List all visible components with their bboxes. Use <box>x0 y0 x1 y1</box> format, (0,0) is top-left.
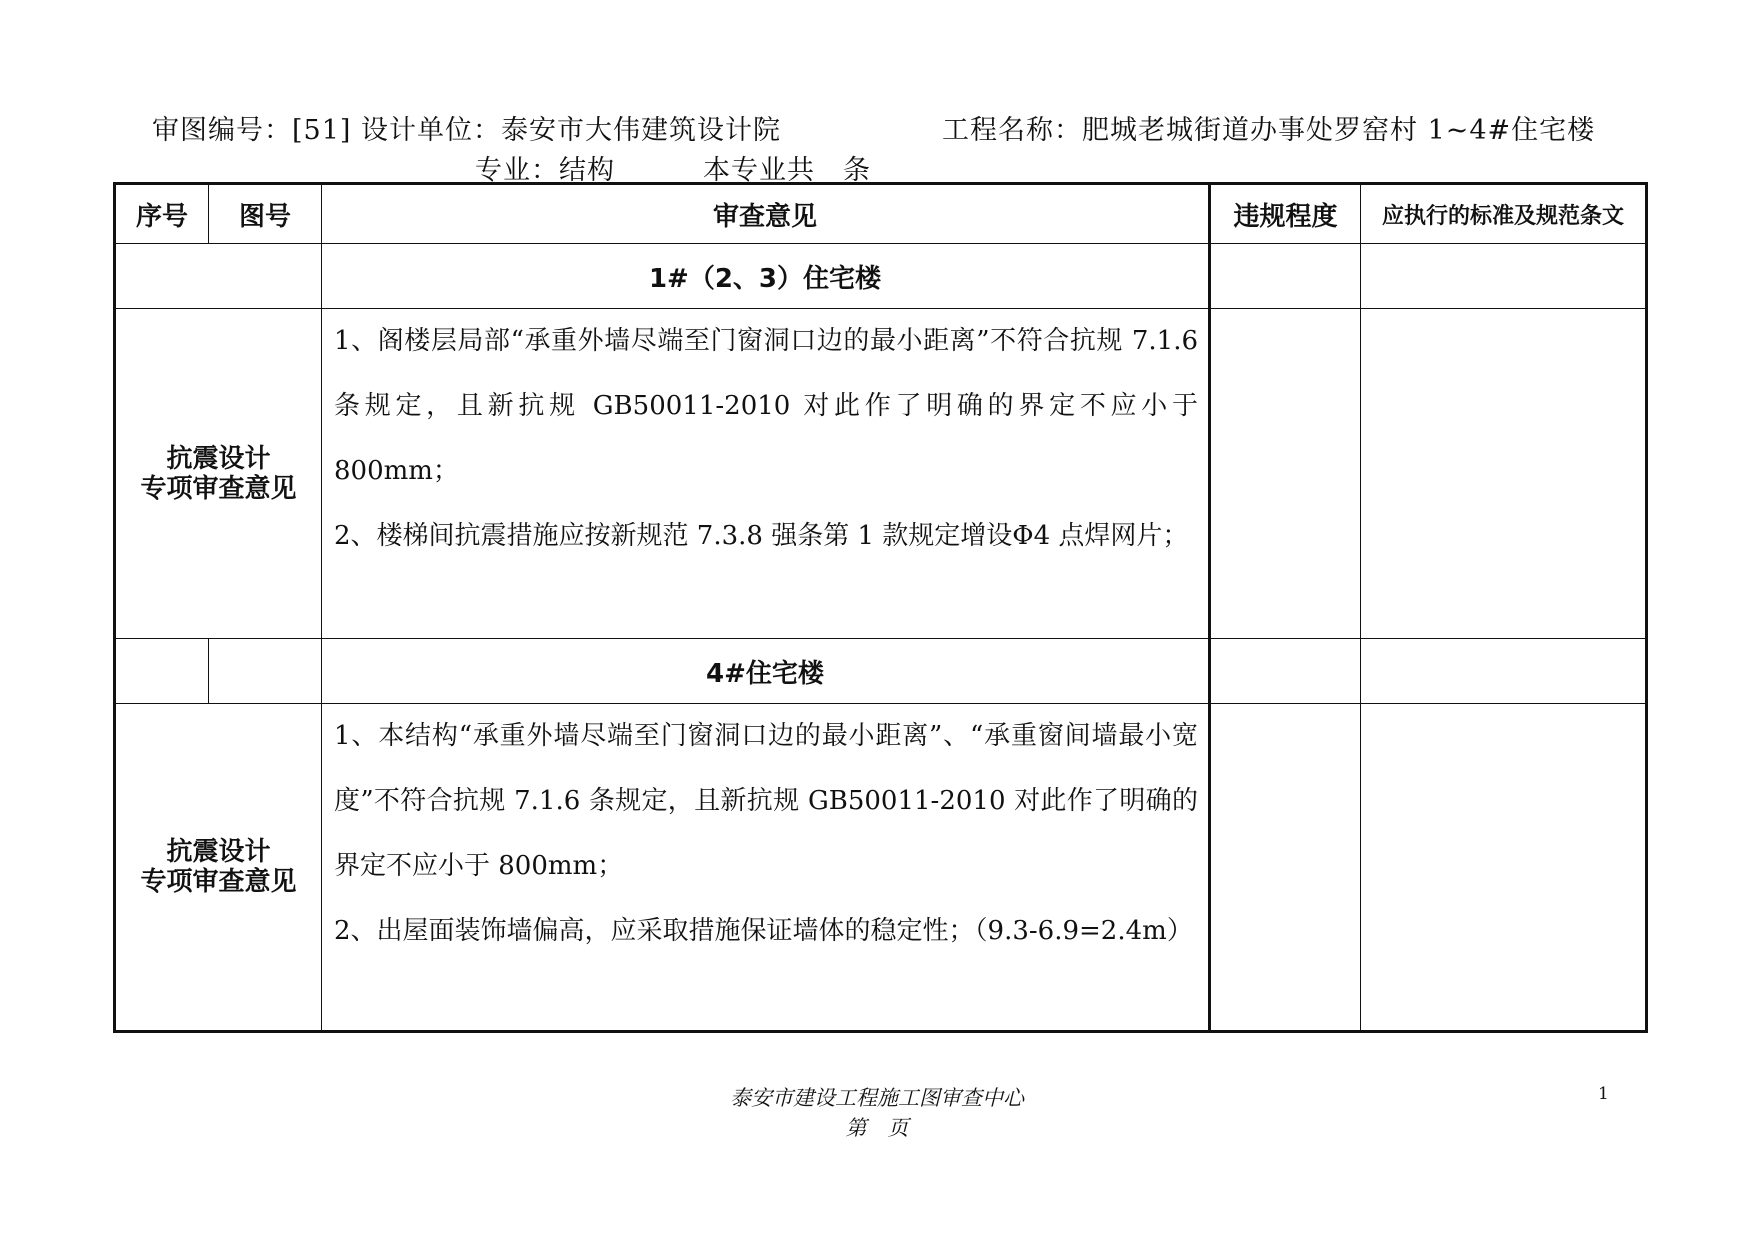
section-title: 4#住宅楼 <box>322 639 1210 704</box>
col-header-violation: 违规程度 <box>1210 184 1361 244</box>
empty-cell <box>1210 244 1361 309</box>
standard-cell <box>1361 704 1647 1032</box>
empty-cell <box>1361 639 1647 704</box>
opinion-cell <box>322 704 1210 1032</box>
violation-cell <box>1210 704 1361 1032</box>
category-line: 抗震设计 <box>166 443 271 474</box>
header-project-name: 工程名称：肥城老城街道办事处罗窑村 1~4#住宅楼 <box>942 115 1596 146</box>
empty-cell <box>1210 639 1361 704</box>
empty-cell <box>115 639 209 704</box>
opinion-item: 1、本结构“承重外墙尽端至门窗洞口边的最小距离”、“承重窗间墙最小宽度”不符合抗规 7.1.6 条规定，且新抗规 GB50011-2010 对此作了明确的界定不应小于 800mm； <box>334 721 1198 881</box>
empty-cell <box>115 244 322 309</box>
category-line: 专项审查意见 <box>140 867 297 897</box>
header-item-count: 本专业共 条 <box>703 155 871 186</box>
col-header-opinion: 审查意见 <box>322 184 1210 244</box>
empty-cell <box>1361 244 1647 309</box>
category-line: 专项审查意见 <box>140 473 297 504</box>
table-row <box>115 309 1647 639</box>
opinion-cell <box>322 309 1210 639</box>
table-header-row <box>115 184 1647 244</box>
category-cell <box>115 704 322 1032</box>
header-major: 专业：结构 <box>475 155 615 186</box>
opinion-item: 1、阁楼层局部“承重外墙尽端至门窗洞口边的最小距离”不符合抗规 7.1.6 条规定，且新抗规 GB50011-2010 对此作了明确的界定不应小于 800mm； <box>334 326 1198 486</box>
section-title: 1#（2、3）住宅楼 <box>322 244 1210 309</box>
section-title-row <box>115 244 1647 309</box>
section-title-row <box>115 639 1647 704</box>
opinion-item: 2、楼梯间抗震措施应按新规范 7.3.8 强条第 1 款规定增设Φ4 点焊网片； <box>334 521 1189 551</box>
category-cell <box>115 309 322 639</box>
col-header-standard: 应执行的标准及规范条文 <box>1361 184 1647 244</box>
col-header-index: 序号 <box>115 184 209 244</box>
empty-cell <box>209 639 322 704</box>
violation-cell <box>1210 309 1361 639</box>
standard-cell <box>1361 309 1647 639</box>
table-row <box>115 704 1647 1032</box>
review-table <box>113 182 1648 1033</box>
opinion-item: 2、出屋面装饰墙偏高，应采取措施保证墙体的稳定性；（9.3-6.9=2.4m） <box>334 916 1193 946</box>
footer-organization: 泰安市建设工程施工图审查中心 <box>730 1086 1024 1110</box>
footer-page-label: 第 页 <box>845 1116 909 1140</box>
footer-page-number: 1 <box>1598 1084 1609 1104</box>
col-header-drawing-no: 图号 <box>209 184 322 244</box>
category-line: 抗震设计 <box>166 837 271 867</box>
header-review-number-design-unit: 审图编号：[51] 设计单位：泰安市大伟建筑设计院 <box>152 115 782 146</box>
